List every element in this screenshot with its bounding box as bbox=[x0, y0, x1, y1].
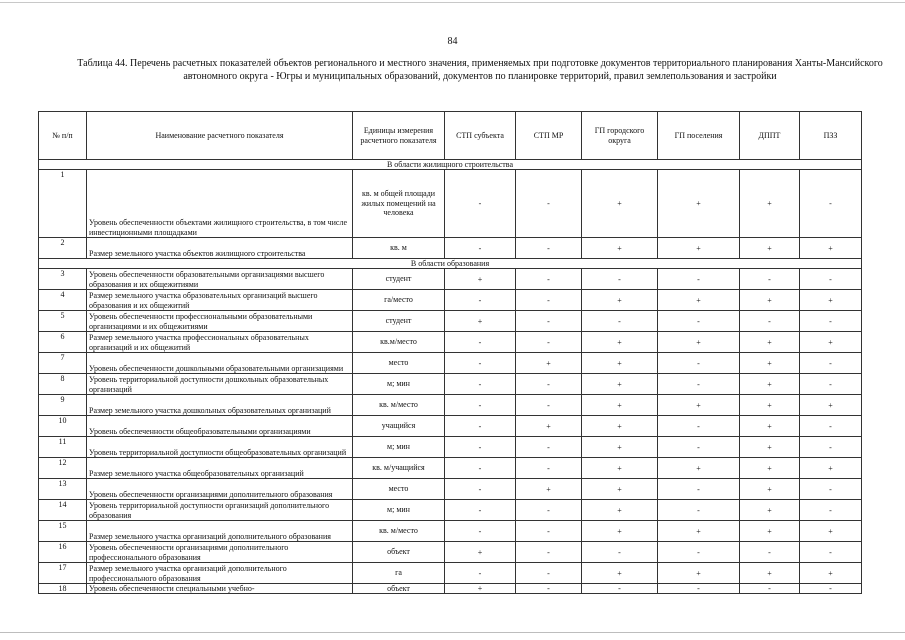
table-row bbox=[39, 374, 862, 395]
row-number: 15 bbox=[39, 521, 87, 542]
mark-stp-subject: + bbox=[445, 311, 516, 332]
mark-dppt: - bbox=[740, 542, 800, 563]
mark-stp-mr: - bbox=[516, 269, 582, 290]
mark-gp-settlement: - bbox=[658, 479, 740, 500]
mark-stp-mr: + bbox=[516, 353, 582, 374]
table-row bbox=[39, 416, 862, 437]
mark-gp-settlement: + bbox=[658, 563, 740, 584]
mark-stp-mr: - bbox=[516, 500, 582, 521]
scan-edge-top bbox=[0, 2, 905, 3]
row-number: 4 bbox=[39, 290, 87, 311]
unit-cell: кв. м/место bbox=[353, 395, 445, 416]
mark-gp-settlement: + bbox=[658, 395, 740, 416]
mark-gp-city: - bbox=[582, 584, 658, 594]
mark-dppt: + bbox=[740, 479, 800, 500]
mark-gp-city: - bbox=[582, 542, 658, 563]
mark-gp-city: + bbox=[582, 479, 658, 500]
row-number: 12 bbox=[39, 458, 87, 479]
mark-gp-settlement: - bbox=[658, 374, 740, 395]
indicator-name: Размер земельного участка дошкольных образовательных организаций bbox=[87, 395, 353, 416]
mark-stp-subject: - bbox=[445, 563, 516, 584]
mark-gp-city: + bbox=[582, 170, 658, 238]
mark-pzz: - bbox=[800, 170, 862, 238]
mark-stp-subject: - bbox=[445, 521, 516, 542]
table-row bbox=[39, 353, 862, 374]
mark-dppt: + bbox=[740, 458, 800, 479]
mark-gp-settlement: + bbox=[658, 290, 740, 311]
mark-gp-city: + bbox=[582, 458, 658, 479]
table-row bbox=[39, 563, 862, 584]
mark-dppt: - bbox=[740, 269, 800, 290]
header-gp-settlement: ГП поселения bbox=[658, 112, 740, 160]
indicator-name: Уровень обеспеченности организациями дополнительного образования bbox=[87, 479, 353, 500]
indicator-name: Уровень территориальной доступности дошкольных образовательных организаций bbox=[87, 374, 353, 395]
mark-gp-city: + bbox=[582, 395, 658, 416]
mark-pzz: - bbox=[800, 269, 862, 290]
row-number: 11 bbox=[39, 437, 87, 458]
unit-cell: объект bbox=[353, 584, 445, 594]
mark-stp-mr: - bbox=[516, 238, 582, 259]
mark-gp-settlement: - bbox=[658, 269, 740, 290]
indicator-name: Уровень обеспеченности общеобразовательными организациями bbox=[87, 416, 353, 437]
mark-pzz: + bbox=[800, 238, 862, 259]
mark-stp-subject: - bbox=[445, 395, 516, 416]
mark-dppt: + bbox=[740, 332, 800, 353]
mark-gp-settlement: + bbox=[658, 458, 740, 479]
mark-stp-subject: - bbox=[445, 170, 516, 238]
mark-dppt: + bbox=[740, 500, 800, 521]
mark-dppt: + bbox=[740, 238, 800, 259]
header-unit: Единицы измерения расчетного показателя bbox=[353, 112, 445, 160]
unit-cell: м; мин bbox=[353, 500, 445, 521]
mark-stp-subject: - bbox=[445, 500, 516, 521]
table-row bbox=[39, 290, 862, 311]
mark-gp-city: + bbox=[582, 332, 658, 353]
row-number: 7 bbox=[39, 353, 87, 374]
unit-cell: учащийся bbox=[353, 416, 445, 437]
mark-stp-mr: - bbox=[516, 521, 582, 542]
mark-pzz: + bbox=[800, 521, 862, 542]
mark-stp-mr: + bbox=[516, 416, 582, 437]
header-row bbox=[39, 112, 862, 160]
mark-gp-city: + bbox=[582, 437, 658, 458]
indicators-table bbox=[38, 111, 862, 594]
mark-stp-subject: - bbox=[445, 290, 516, 311]
indicator-name: Размер земельного участка организаций дополнительного образования bbox=[87, 521, 353, 542]
table-row bbox=[39, 584, 862, 594]
unit-cell: место bbox=[353, 353, 445, 374]
mark-pzz: + bbox=[800, 290, 862, 311]
mark-dppt: + bbox=[740, 353, 800, 374]
mark-gp-city: + bbox=[582, 521, 658, 542]
mark-stp-mr: - bbox=[516, 290, 582, 311]
unit-cell: м; мин bbox=[353, 437, 445, 458]
indicator-name: Размер земельного участка организаций дополнительного профессионального образования bbox=[87, 563, 353, 584]
indicator-name: Уровень обеспеченности специальными учебно- bbox=[87, 584, 353, 594]
mark-gp-settlement: + bbox=[658, 332, 740, 353]
unit-cell: студент bbox=[353, 269, 445, 290]
mark-gp-settlement: - bbox=[658, 416, 740, 437]
table-row bbox=[39, 395, 862, 416]
mark-stp-subject: + bbox=[445, 542, 516, 563]
section-row bbox=[39, 160, 862, 170]
unit-cell: кв. м общей площади жилых помещений на человека bbox=[353, 170, 445, 238]
header-stp-mr: СТП МР bbox=[516, 112, 582, 160]
indicator-name: Размер земельного участка образовательных организаций высшего образования и их общежитий bbox=[87, 290, 353, 311]
mark-stp-subject: - bbox=[445, 458, 516, 479]
mark-stp-subject: - bbox=[445, 353, 516, 374]
mark-pzz: + bbox=[800, 458, 862, 479]
mark-stp-mr: - bbox=[516, 332, 582, 353]
mark-gp-city: + bbox=[582, 290, 658, 311]
mark-dppt: + bbox=[740, 170, 800, 238]
mark-gp-city: - bbox=[582, 269, 658, 290]
mark-gp-city: + bbox=[582, 416, 658, 437]
unit-cell: га bbox=[353, 563, 445, 584]
indicator-name: Размер земельного участка общеобразовательных организаций bbox=[87, 458, 353, 479]
mark-stp-mr: - bbox=[516, 311, 582, 332]
mark-stp-mr: - bbox=[516, 458, 582, 479]
indicator-name: Уровень территориальной доступности общеобразовательных организаций bbox=[87, 437, 353, 458]
mark-pzz: + bbox=[800, 563, 862, 584]
table-row bbox=[39, 311, 862, 332]
mark-pzz: - bbox=[800, 500, 862, 521]
unit-cell: студент bbox=[353, 311, 445, 332]
mark-dppt: + bbox=[740, 437, 800, 458]
indicator-name: Уровень обеспеченности организациями дополнительного профессионального образования bbox=[87, 542, 353, 563]
row-number: 5 bbox=[39, 311, 87, 332]
row-number: 10 bbox=[39, 416, 87, 437]
mark-stp-mr: + bbox=[516, 479, 582, 500]
mark-stp-mr: - bbox=[516, 170, 582, 238]
mark-stp-mr: - bbox=[516, 542, 582, 563]
table-row bbox=[39, 521, 862, 542]
scan-edge-bottom bbox=[0, 632, 905, 633]
row-number: 2 bbox=[39, 238, 87, 259]
mark-pzz: - bbox=[800, 416, 862, 437]
page-number: 84 bbox=[447, 36, 458, 47]
table-row bbox=[39, 437, 862, 458]
mark-dppt: - bbox=[740, 311, 800, 332]
mark-stp-mr: - bbox=[516, 437, 582, 458]
mark-pzz: + bbox=[800, 395, 862, 416]
mark-gp-settlement: + bbox=[658, 521, 740, 542]
mark-gp-city: + bbox=[582, 563, 658, 584]
mark-gp-city: + bbox=[582, 500, 658, 521]
table-row bbox=[39, 332, 862, 353]
mark-gp-city: + bbox=[582, 353, 658, 374]
mark-dppt: + bbox=[740, 374, 800, 395]
unit-cell: кв. м/учащийся bbox=[353, 458, 445, 479]
section-title: В области образования bbox=[39, 259, 862, 269]
mark-stp-subject: - bbox=[445, 479, 516, 500]
mark-gp-settlement: - bbox=[658, 311, 740, 332]
row-number: 13 bbox=[39, 479, 87, 500]
header-dppt: ДППТ bbox=[740, 112, 800, 160]
indicator-name: Уровень обеспеченности дошкольными образовательными организациями bbox=[87, 353, 353, 374]
row-number: 18 bbox=[39, 584, 87, 594]
mark-pzz: - bbox=[800, 542, 862, 563]
mark-pzz: + bbox=[800, 332, 862, 353]
row-number: 6 bbox=[39, 332, 87, 353]
mark-pzz: - bbox=[800, 353, 862, 374]
mark-stp-subject: + bbox=[445, 269, 516, 290]
mark-stp-mr: - bbox=[516, 374, 582, 395]
row-number: 3 bbox=[39, 269, 87, 290]
mark-gp-settlement: - bbox=[658, 437, 740, 458]
unit-cell: объект bbox=[353, 542, 445, 563]
table-row bbox=[39, 500, 862, 521]
header-gp-city: ГП городского округа bbox=[582, 112, 658, 160]
mark-gp-settlement: + bbox=[658, 170, 740, 238]
row-number: 14 bbox=[39, 500, 87, 521]
table-row bbox=[39, 479, 862, 500]
mark-pzz: - bbox=[800, 311, 862, 332]
indicator-name: Размер земельного участка профессиональных образовательных организаций и их общежитий bbox=[87, 332, 353, 353]
header-number: № п/п bbox=[39, 112, 87, 160]
table-caption: Таблица 44. Перечень расчетных показателей объектов регионального и местного значения, применяемых при подготовке документов территориального планирования Ханты-Мансийского автономного округа - Югры и муниципальных образований, документов по планировке территорий, правил землепользования и застройки bbox=[77, 58, 883, 82]
header-stp-subject: СТП субъекта bbox=[445, 112, 516, 160]
table-row bbox=[39, 458, 862, 479]
mark-pzz: - bbox=[800, 437, 862, 458]
indicator-name: Размер земельного участка объектов жилищного строительства bbox=[87, 238, 353, 259]
mark-gp-city: + bbox=[582, 238, 658, 259]
row-number: 16 bbox=[39, 542, 87, 563]
mark-stp-subject: - bbox=[445, 416, 516, 437]
mark-stp-subject: + bbox=[445, 584, 516, 594]
indicator-name: Уровень территориальной доступности организаций дополнительного образования bbox=[87, 500, 353, 521]
mark-gp-settlement: - bbox=[658, 500, 740, 521]
mark-gp-settlement: - bbox=[658, 353, 740, 374]
mark-stp-mr: - bbox=[516, 563, 582, 584]
mark-stp-mr: - bbox=[516, 584, 582, 594]
mark-pzz: - bbox=[800, 584, 862, 594]
row-number: 9 bbox=[39, 395, 87, 416]
indicator-name: Уровень обеспеченности образовательными организациями высшего образования и их общежитиями bbox=[87, 269, 353, 290]
mark-stp-subject: - bbox=[445, 437, 516, 458]
table-row bbox=[39, 170, 862, 238]
mark-pzz: - bbox=[800, 374, 862, 395]
table-row bbox=[39, 238, 862, 259]
mark-stp-subject: - bbox=[445, 238, 516, 259]
indicator-name: Уровень обеспеченности объектами жилищного строительства, в том числе инвестиционными площадками bbox=[87, 170, 353, 238]
mark-dppt: + bbox=[740, 290, 800, 311]
row-number: 8 bbox=[39, 374, 87, 395]
unit-cell: м; мин bbox=[353, 374, 445, 395]
mark-gp-settlement: - bbox=[658, 542, 740, 563]
table-row bbox=[39, 269, 862, 290]
mark-dppt: + bbox=[740, 563, 800, 584]
mark-dppt: - bbox=[740, 584, 800, 594]
unit-cell: кв. м/место bbox=[353, 521, 445, 542]
unit-cell: место bbox=[353, 479, 445, 500]
mark-stp-mr: - bbox=[516, 395, 582, 416]
mark-gp-city: - bbox=[582, 311, 658, 332]
mark-dppt: + bbox=[740, 521, 800, 542]
unit-cell: кв. м bbox=[353, 238, 445, 259]
row-number: 17 bbox=[39, 563, 87, 584]
mark-gp-settlement: + bbox=[658, 238, 740, 259]
mark-pzz: - bbox=[800, 479, 862, 500]
mark-dppt: + bbox=[740, 395, 800, 416]
mark-gp-settlement: - bbox=[658, 584, 740, 594]
row-number: 1 bbox=[39, 170, 87, 238]
indicator-name: Уровень обеспеченности профессиональными образовательными организациями и их общежитиями bbox=[87, 311, 353, 332]
header-pzz: ПЗЗ bbox=[800, 112, 862, 160]
table-row bbox=[39, 542, 862, 563]
section-row bbox=[39, 259, 862, 269]
mark-stp-subject: - bbox=[445, 374, 516, 395]
header-indicator-name: Наименование расчетного показателя bbox=[87, 112, 353, 160]
unit-cell: кв.м/место bbox=[353, 332, 445, 353]
unit-cell: га/место bbox=[353, 290, 445, 311]
mark-gp-city: + bbox=[582, 374, 658, 395]
mark-stp-subject: - bbox=[445, 332, 516, 353]
section-title: В области жилищного строительства bbox=[39, 160, 862, 170]
mark-dppt: + bbox=[740, 416, 800, 437]
